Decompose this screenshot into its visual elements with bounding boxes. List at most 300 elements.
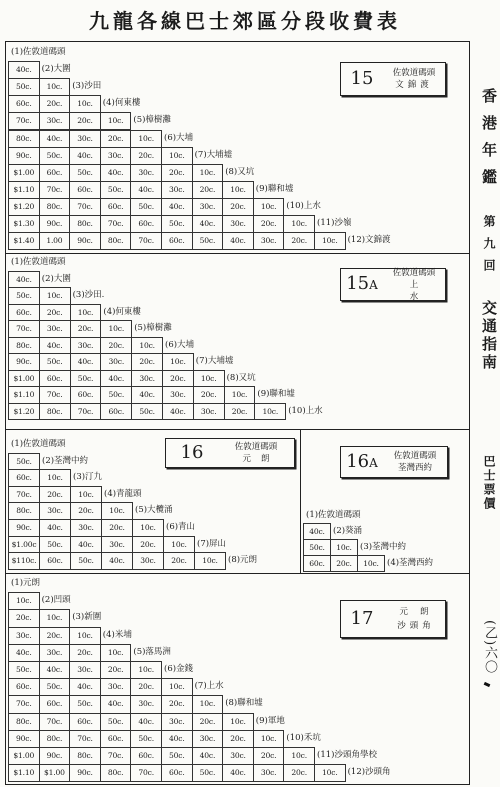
fare-cell: 10c. [161, 678, 193, 696]
route-code: 16 [346, 450, 370, 472]
fare-cell: 70c. [100, 747, 132, 765]
stop-label: (7)大埔墟 [195, 356, 234, 366]
fare-cell: 20c. [101, 519, 133, 537]
fare-cell: 80c. [100, 764, 132, 782]
fare-cell: 50c. [69, 695, 101, 713]
fare-cell: 10c. [161, 147, 193, 165]
stop-label: (7)大埔墟 [194, 149, 233, 160]
route-number [166, 443, 218, 463]
fare-cell: 10c. [100, 320, 132, 338]
stop-label: (3)新圍 [72, 612, 102, 623]
fare-cell: 30c. [161, 713, 193, 731]
fare-cell: 10c. [314, 764, 346, 782]
stop-label: (4)米埔 [102, 629, 132, 640]
fare-cell: 70c. [100, 215, 132, 233]
stop-label: (10)上水 [288, 405, 323, 416]
stop-label: (5)落馬洲 [133, 646, 171, 657]
fare-cell: 30c. [130, 164, 162, 182]
fare-cell: 30c. [253, 764, 285, 782]
fare-cell: $1.00c [8, 536, 40, 554]
stop-label: (6)青山 [166, 522, 196, 532]
fare-cell: 60c. [8, 304, 40, 322]
fare-cell: 40c. [303, 523, 331, 540]
fare-cell: 40c. [161, 730, 193, 748]
fare-cell: 10c. [39, 469, 71, 487]
fare-cell: 40c. [192, 215, 224, 233]
fare-cell: 20c. [283, 232, 315, 250]
fare-cell: 20c. [130, 678, 162, 696]
page-title: 九龍各線巴士郊區分段收費表 [89, 9, 401, 33]
stop-label: (3)沙田. [72, 290, 105, 300]
fare-cell: 20c. [163, 552, 195, 570]
fare-cell: 30c. [100, 353, 132, 371]
fare-cell: 20c. [161, 695, 193, 713]
stop-label: (3)沙田 [72, 81, 102, 92]
fare-cell: 20c. [69, 112, 101, 130]
stop-label: (8)元朗 [228, 555, 258, 566]
fare-cell: 40c. [101, 552, 133, 570]
fare-cell: 20c. [161, 164, 193, 182]
fare-cell: 10c. [314, 232, 346, 250]
fare-cell: 90c. [39, 215, 71, 233]
fare-cell: 70c. [8, 695, 40, 713]
fare-cell: 30c. [39, 502, 71, 520]
fare-cell: 30c. [161, 181, 193, 199]
fare-cell: 10c. [253, 198, 285, 216]
fare-cell: 40c. [70, 353, 102, 371]
fare-cell: 10c. [131, 337, 163, 355]
fare-cell: 40c. [131, 386, 163, 404]
fare-cell: 60c. [39, 370, 71, 388]
fare-cell: 50c. [39, 678, 71, 696]
fare-cell: 10c. [39, 609, 71, 627]
fare-cell: 20c. [131, 353, 163, 371]
fare-cell: 10c. [330, 539, 358, 556]
section-divider [5, 429, 470, 430]
route-code: 17 [350, 608, 374, 629]
fare-cell: 10c. [8, 592, 40, 610]
section-divider [5, 573, 470, 574]
fare-cell: 10c. [357, 555, 385, 572]
fare-cell: 60c. [69, 181, 101, 199]
fare-cell: $1.10 [8, 181, 40, 199]
fare-cell: 40c. [222, 232, 254, 250]
stop-label: (4)何東樓 [103, 306, 141, 317]
fare-cell: 40c. [39, 661, 71, 679]
fare-cell: 60c. [303, 555, 331, 572]
stop-label: (4)荃灣西約 [387, 558, 434, 568]
ink-mark [484, 682, 491, 687]
fare-cell: 20c. [39, 627, 71, 645]
fare-cell: 40c. [130, 181, 162, 199]
fare-cell: 40c. [8, 61, 40, 79]
terminal-destination: 荃灣西約 [397, 463, 432, 473]
fare-cell: 60c. [161, 232, 193, 250]
fare-cell: 20c. [100, 661, 132, 679]
fare-cell: 80c. [39, 730, 71, 748]
fare-cell: 10c. [253, 730, 285, 748]
stop-label: (9)軍地 [255, 715, 285, 726]
route-number [341, 452, 383, 473]
fare-cell: 10c. [100, 112, 132, 130]
fare-cell: 60c. [39, 164, 71, 182]
stop-label: (3)荃灣中約 [360, 542, 407, 552]
fare-cell: 70c. [130, 232, 162, 250]
fare-cell: 70c. [39, 181, 71, 199]
stop-label: (11)沙頭角學校 [317, 750, 377, 760]
fare-cell: 10c. [70, 486, 102, 504]
terminal-destination: 元朗 [242, 454, 280, 464]
fare-cell: 20c. [192, 181, 224, 199]
stop-label: (1)佐敦道碼頭 [11, 439, 66, 449]
route-suffix: A [369, 278, 378, 292]
fare-cell: 30c. [39, 112, 71, 130]
fare-cell: 20c. [100, 337, 132, 355]
fare-cell: 30c. [162, 386, 194, 404]
fare-cell: 40c. [100, 695, 132, 713]
fare-cell: 90c. [69, 232, 101, 250]
fare-cell: $110c. [8, 552, 40, 570]
fare-cell: 80c. [69, 215, 101, 233]
fare-cell: 90c. [69, 764, 101, 782]
stop-label: (1)元朗 [11, 578, 41, 588]
stop-label: (5)大欖涌 [135, 505, 173, 516]
fare-cell: 50c. [39, 536, 71, 554]
fare-cell: 60c. [39, 695, 71, 713]
fare-cell: 50c. [161, 215, 193, 233]
fare-cell: 40c. [100, 164, 132, 182]
fare-cell: $1.10 [8, 386, 40, 404]
margin-book-title: 香港年鑑 [480, 88, 498, 196]
fare-cell: 80c. [39, 198, 71, 216]
fare-cell: 60c. [130, 747, 162, 765]
stop-label: (8)聯和墟 [225, 698, 263, 709]
fare-cell: 50c. [130, 730, 162, 748]
fare-cell: $1.20 [8, 403, 40, 421]
route-number [341, 274, 383, 295]
stop-label: (2)大圍 [41, 273, 71, 284]
fare-cell: 20c. [39, 304, 71, 322]
fare-cell: 10c. [192, 695, 224, 713]
fare-cell: 50c. [303, 539, 331, 556]
fare-cell: 10c. [283, 747, 315, 765]
route-terminals [383, 450, 447, 474]
fare-cell: 70c. [69, 730, 101, 748]
fare-cell: 60c. [100, 403, 132, 421]
fare-cell: 10c. [162, 353, 194, 371]
fare-cell: 50c. [161, 747, 193, 765]
fare-cell: 70c. [70, 403, 102, 421]
fare-cell: 50c. [39, 147, 71, 165]
fare-cell: 30c. [131, 370, 163, 388]
fare-cell: 20c. [39, 486, 71, 504]
fare-cell: 40c. [100, 370, 132, 388]
terminal-origin: 佐敦道碼頭 [392, 68, 436, 78]
stop-label: (2)凹頭 [41, 595, 71, 606]
fare-cell: 20c. [253, 747, 285, 765]
route-17-label-box [340, 600, 446, 638]
route-number [341, 69, 383, 89]
stop-label: (10)禾坑 [286, 732, 321, 743]
fare-cell: 40c. [192, 747, 224, 765]
fare-cell: 80c. [69, 747, 101, 765]
fare-cell: 60c. [70, 386, 102, 404]
stop-label: (4)何東樓 [102, 98, 141, 109]
fare-cell: 60c. [8, 95, 40, 113]
route-code: 16 [180, 442, 204, 463]
fare-cell: 10c. [132, 519, 164, 537]
fare-cell: $1.00 [8, 370, 40, 388]
fare-cell: 70c. [69, 198, 101, 216]
fare-cell: 40c. [8, 271, 40, 289]
margin-topic: 巴士票價 [482, 455, 496, 511]
fare-cell: 20c. [193, 386, 225, 404]
fare-cell: $1.30 [8, 215, 40, 233]
stop-label: (5)樟樹灘 [134, 323, 172, 333]
terminal-destination: 沙頭角 [397, 621, 435, 631]
fare-cell: 30c. [39, 644, 71, 662]
fare-cell: 40c. [222, 764, 254, 782]
fare-cell: 50c. [70, 552, 102, 570]
fare-cell: $1.40 [8, 232, 40, 250]
fare-cell: 20c. [162, 370, 194, 388]
fare-cell: 20c. [283, 764, 315, 782]
margin-section: 交通指南 [480, 300, 498, 372]
fare-cell: 70c. [39, 713, 71, 731]
route-15-label-box [340, 62, 446, 96]
fare-cell: 60c. [39, 552, 71, 570]
fare-cell: 90c. [8, 519, 40, 537]
fare-cell: 10c. [254, 403, 286, 421]
fare-cell: 90c. [8, 147, 40, 165]
fare-cell: 50c. [131, 403, 163, 421]
fare-cell: 50c. [69, 164, 101, 182]
fare-cell: 40c. [39, 519, 71, 537]
terminal-destination: 上水 [409, 279, 435, 302]
stop-label: (5)樟樹灘 [133, 115, 171, 126]
fare-cell: 20c. [70, 320, 102, 338]
fare-cell: $1.00 [39, 764, 71, 782]
route-terminals [383, 605, 445, 633]
fare-cell: 20c. [132, 536, 164, 554]
fare-cell: 10c. [194, 552, 226, 570]
fare-cell: 60c. [100, 198, 132, 216]
fare-cell: 30c. [253, 232, 285, 250]
stop-label: (10)上水 [286, 200, 321, 211]
fare-cell: 30c. [70, 519, 102, 537]
terminal-origin: 佐敦道碼頭 [234, 442, 278, 452]
fare-cell: 50c. [70, 370, 102, 388]
fare-cell: 80c. [8, 713, 40, 731]
fare-cell: 60c. [100, 730, 132, 748]
fare-cell: 10c. [69, 627, 101, 645]
fare-cell: 30c. [192, 730, 224, 748]
stop-label: (1)佐敦道碼頭 [306, 510, 361, 520]
fare-cell: 40c. [161, 198, 193, 216]
fare-cell: 30c. [132, 552, 164, 570]
fare-cell: 60c. [8, 678, 40, 696]
fare-cell: 30c. [39, 320, 71, 338]
fare-cell: 50c. [100, 386, 132, 404]
fare-cell: 50c. [100, 713, 132, 731]
fare-cell: 50c. [8, 78, 40, 96]
stop-label: (2)葵涌 [333, 526, 363, 536]
fare-cell: 70c. [8, 486, 40, 504]
route-code: 15 [346, 273, 370, 294]
fare-cell: 20c. [8, 609, 40, 627]
fare-cell: 10c. [222, 181, 254, 199]
fare-cell: 80c. [39, 403, 71, 421]
section-divider-vertical [300, 429, 301, 573]
stop-label: (9)聯和墟 [255, 183, 294, 194]
fare-cell: 20c. [330, 555, 358, 572]
fare-cell: 60c. [8, 469, 40, 487]
fare-cell: 20c. [70, 502, 102, 520]
fare-cell: 30c. [222, 215, 254, 233]
route-terminals [383, 67, 445, 91]
fare-cell: 80c. [8, 502, 40, 520]
stop-label: (7)屏山 [197, 538, 227, 549]
fare-cell: 10c. [39, 287, 71, 305]
fare-cell: 90c. [39, 747, 71, 765]
fare-cell: 40c. [39, 130, 71, 148]
fare-cell: 50c. [192, 232, 224, 250]
fare-cell: 30c. [192, 198, 224, 216]
terminal-origin: 佐敦道碼頭 [393, 451, 437, 461]
route-code: 15 [350, 68, 374, 89]
fare-cell: 30c. [70, 337, 102, 355]
fare-cell: 10c. [283, 215, 315, 233]
fare-cell: 10c. [100, 644, 132, 662]
fare-cell: 70c. [8, 112, 40, 130]
fare-cell: 10c. [193, 370, 225, 388]
fare-cell: 20c. [222, 198, 254, 216]
fare-cell: 10c. [163, 536, 195, 554]
fare-cell: 10c. [69, 95, 101, 113]
fare-cell: 10c. [222, 713, 254, 731]
fare-cell: 40c. [70, 536, 102, 554]
stop-label: (6)大埔 [164, 132, 194, 143]
fare-cell: 50c. [39, 353, 71, 371]
fare-cell: 80c. [8, 130, 40, 148]
stop-label: (2)大圍 [41, 64, 71, 75]
fare-cell: 50c. [100, 181, 132, 199]
fare-cell: 70c. [130, 764, 162, 782]
fare-cell: 40c. [39, 337, 71, 355]
terminal-origin: 元朗 [399, 607, 441, 617]
route-16-label-box [165, 438, 295, 468]
fare-cell: 10c. [39, 78, 71, 96]
fare-cell: 40c. [162, 403, 194, 421]
fare-cell: 20c. [224, 403, 256, 421]
fare-cell: $1.00 [8, 747, 40, 765]
fare-cell: 90c. [8, 353, 40, 371]
fare-cell: 20c. [253, 215, 285, 233]
fare-cell: 20c. [192, 713, 224, 731]
terminal-destination: 文錦渡 [395, 80, 433, 90]
fare-cell: 30c. [8, 627, 40, 645]
fare-cell: 30c. [100, 678, 132, 696]
stop-label: (7)上水 [194, 681, 224, 692]
margin-page-number: (乙)六〇 [482, 620, 497, 675]
fare-cell: 10c. [192, 164, 224, 182]
fare-cell: 40c. [69, 678, 101, 696]
fare-cell: 10c. [70, 304, 102, 322]
stop-label: (9)聯和墟 [257, 389, 295, 399]
fare-cell: 60c. [69, 713, 101, 731]
fare-cell: $1.10 [8, 764, 40, 782]
fare-cell: 30c. [193, 403, 225, 421]
fare-cell: 10c. [101, 502, 133, 520]
fare-cell: 80c. [100, 232, 132, 250]
fare-cell: 10c. [130, 130, 162, 148]
route-number [341, 609, 383, 629]
fare-cell: 60c. [130, 215, 162, 233]
stop-label: (12)沙頭角 [347, 767, 391, 778]
fare-cell: 20c. [100, 130, 132, 148]
fare-cell: 40c. [69, 147, 101, 165]
fare-cell: 50c. [8, 453, 40, 471]
fare-cell: 1.00 [39, 232, 71, 250]
fare-cell: $1.20 [8, 198, 40, 216]
fare-cell: 60c. [161, 764, 193, 782]
fare-cell: 30c. [222, 747, 254, 765]
fare-cell: 20c. [130, 147, 162, 165]
route-terminals [218, 441, 294, 465]
fare-cell: 20c. [222, 730, 254, 748]
fare-cell: 20c. [39, 95, 71, 113]
fare-cell: 40c. [8, 644, 40, 662]
route-15a-label-box [340, 268, 446, 301]
fare-cell: 50c. [130, 198, 162, 216]
route-suffix: A [369, 455, 378, 470]
section-divider [5, 253, 470, 254]
stop-label: (6)大埔 [165, 339, 195, 350]
stop-label: (6)金錢 [164, 664, 194, 674]
stop-label: (8)又坑 [225, 166, 255, 177]
fare-cell: $1.00 [8, 164, 40, 182]
fare-cell: 30c. [100, 147, 132, 165]
fare-cell: 70c. [8, 320, 40, 338]
fare-cell: 50c. [8, 287, 40, 305]
fare-cell: 20c. [69, 644, 101, 662]
fare-cell: 10c. [130, 661, 162, 679]
margin-edition: 第九回 [482, 215, 496, 281]
stop-label: (1)佐敦道碼頭 [11, 47, 66, 57]
stop-label: (12)文錦渡 [347, 235, 391, 246]
fare-cell: 70c. [39, 386, 71, 404]
stop-label: (3)汀九 [73, 472, 103, 483]
fare-cell: 30c. [69, 661, 101, 679]
stop-label: (2)荃灣中約 [42, 455, 89, 466]
fare-cell: 50c. [8, 661, 40, 679]
terminal-origin: 佐敦道碼頭 [392, 267, 436, 278]
fare-cell: 50c. [192, 764, 224, 782]
stop-label: (1)佐敦道碼頭 [11, 257, 66, 267]
stop-label: (8)又坑 [226, 372, 256, 383]
fare-cell: 30c. [130, 695, 162, 713]
fare-cell: 30c. [101, 536, 133, 554]
fare-cell: 80c. [8, 337, 40, 355]
stop-label: (4)青龍頭 [104, 488, 142, 499]
fare-cell: 10c. [224, 386, 256, 404]
stop-label: (11)沙嶺 [317, 218, 352, 228]
route-terminals [383, 267, 445, 303]
fare-cell: 90c. [8, 730, 40, 748]
fare-cell: 30c. [69, 130, 101, 148]
route-16a-label-box [340, 446, 448, 478]
fare-cell: 40c. [130, 713, 162, 731]
